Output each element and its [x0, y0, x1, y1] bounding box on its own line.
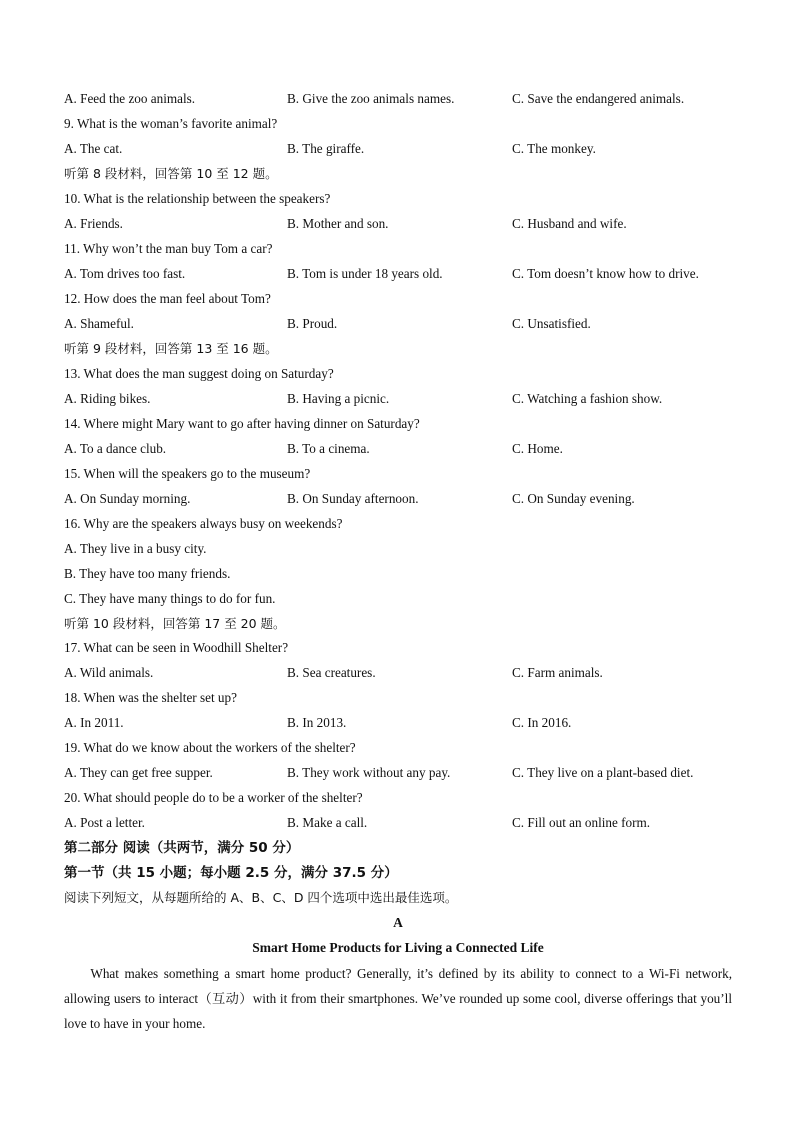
q10-options — [64, 214, 732, 234]
q19-option-b: B. They work without any pay. — [287, 765, 451, 780]
passage-paragraph: What makes something a smart home product? Generally, it’s defined by its ability to connect to a Wi-Fi network, allowing users to interact（互动）with it from their smartphones. We’ve rounded up some cool, diverse offerings that you’ll love to have in your home. — [64, 966, 732, 1031]
q8-option-b: B. Give the zoo animals names. — [287, 91, 455, 106]
q15-option-a: A. On Sunday morning. — [64, 491, 191, 506]
q19-stem: 19. What do we know about the workers of the shelter? — [64, 740, 356, 755]
q13-option-c: C. Watching a fashion show. — [512, 391, 663, 406]
q9-stem: 9. What is the woman’s favorite animal? — [64, 116, 278, 131]
reading-instructions: 阅读下列短文，从每题所给的 A、B、C、D 四个选项中选出最佳选项。 — [64, 890, 458, 905]
q19-options — [64, 763, 732, 783]
q12-option-c: C. Unsatisfied. — [512, 316, 591, 331]
q13-options — [64, 389, 732, 409]
q12-stem: 12. How does the man feel about Tom? — [64, 291, 271, 306]
q14-options — [64, 439, 732, 459]
q18-options — [64, 713, 732, 733]
q20-option-a: A. Post a letter. — [64, 815, 145, 830]
q17-option-b: B. Sea creatures. — [287, 665, 376, 680]
q17-option-a: A. Wild animals. — [64, 665, 154, 680]
q9-option-b: B. The giraffe. — [287, 141, 365, 156]
listening-part-9-instruction: 听第 9 段材料，回答第 13 至 16 题。 — [64, 341, 278, 356]
q15-option-b: B. On Sunday afternoon. — [287, 491, 419, 506]
q10-option-c: C. Husband and wife. — [512, 216, 627, 231]
q14-option-c: C. Home. — [512, 441, 563, 456]
q20-option-c: C. Fill out an online form. — [512, 815, 651, 830]
q14-stem: 14. Where might Mary want to go after having dinner on Saturday? — [64, 416, 420, 431]
q15-stem: 15. When will the speakers go to the museum? — [64, 466, 311, 481]
q19-option-a: A. They can get free supper. — [64, 765, 213, 780]
q12-option-b: B. Proud. — [287, 316, 338, 331]
q14-option-a: A. To a dance club. — [64, 441, 167, 456]
passage-body — [64, 961, 732, 1036]
q10-stem: 10. What is the relationship between the speakers? — [64, 191, 331, 206]
q16-stem: 16. Why are the speakers always busy on weekends? — [64, 516, 343, 531]
q8-option-c: C. Save the endangered animals. — [512, 91, 685, 106]
q19-option-c: C. They live on a plant-based diet. — [512, 765, 694, 780]
q12-options — [64, 314, 732, 334]
q10-option-b: B. Mother and son. — [287, 216, 389, 231]
q18-option-b: B. In 2013. — [287, 715, 347, 730]
q20-stem: 20. What should people do to be a worker of the shelter? — [64, 790, 363, 805]
q11-option-c: C. Tom doesn’t know how to drive. — [512, 266, 699, 281]
q14-option-b: B. To a cinema. — [287, 441, 370, 456]
q20-option-b: B. Make a call. — [287, 815, 368, 830]
q17-option-c: C. Farm animals. — [512, 665, 603, 680]
q10-option-a: A. Friends. — [64, 216, 123, 231]
passage-title: Smart Home Products for Living a Connected Life — [252, 940, 544, 955]
q8-option-a: A. Feed the zoo animals. — [64, 91, 196, 106]
q13-option-b: B. Having a picnic. — [287, 391, 390, 406]
listening-part-8-instruction: 听第 8 段材料，回答第 10 至 12 题。 — [64, 166, 278, 181]
q11-options — [64, 264, 732, 284]
q20-options — [64, 813, 732, 833]
q18-stem: 18. When was the shelter set up? — [64, 690, 237, 705]
q9-option-a: A. The cat. — [64, 141, 123, 156]
passage-letter: A — [393, 915, 403, 930]
q18-option-a: A. In 2011. — [64, 715, 124, 730]
q16-option-a: A. They live in a busy city. — [64, 541, 207, 556]
q13-stem: 13. What does the man suggest doing on Saturday? — [64, 366, 334, 381]
section-2-part-1-heading: 第一节（共 15 小题；每小题 2.5 分，满分 37.5 分） — [64, 865, 398, 881]
q11-option-b: B. Tom is under 18 years old. — [287, 266, 443, 281]
q17-stem: 17. What can be seen in Woodhill Shelter? — [64, 640, 289, 655]
q16-option-c: C. They have many things to do for fun. — [64, 591, 276, 606]
q17-options — [64, 663, 732, 683]
q11-option-a: A. Tom drives too fast. — [64, 266, 186, 281]
q16-option-b: B. They have too many friends. — [64, 566, 231, 581]
q15-options — [64, 489, 732, 509]
q8-options — [64, 89, 732, 109]
q18-option-c: C. In 2016. — [512, 715, 572, 730]
q9-options — [64, 139, 732, 159]
q12-option-a: A. Shameful. — [64, 316, 134, 331]
q13-option-a: A. Riding bikes. — [64, 391, 151, 406]
q9-option-c: C. The monkey. — [512, 141, 596, 156]
section-2-heading: 第二部分 阅读（共两节，满分 50 分） — [64, 840, 300, 856]
q11-stem: 11. Why won’t the man buy Tom a car? — [64, 241, 273, 256]
q15-option-c: C. On Sunday evening. — [512, 491, 635, 506]
listening-part-10-instruction: 听第 10 段材料，回答第 17 至 20 题。 — [64, 616, 286, 631]
